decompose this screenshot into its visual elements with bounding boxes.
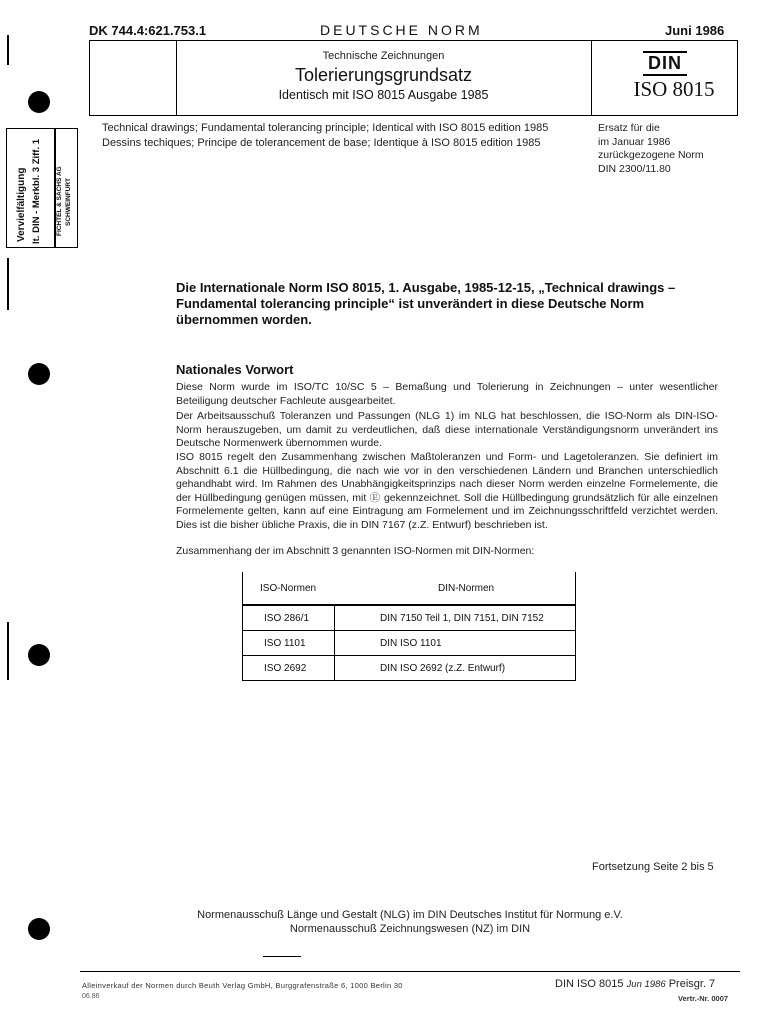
intro-statement: Die Internationale Norm ISO 8015, 1. Ausgabe, 1985-12-15, „Technical drawings – Fundamental tolerancing principle“ ist unverändert in diese Deutsche Norm übernommen worden. <box>176 280 676 327</box>
edge-mark-top <box>7 35 9 65</box>
standard-number: ISO 8015 <box>633 77 715 101</box>
din-logo-text: DIN <box>648 53 682 73</box>
vorwort-paragraph-4: Zusammenhang der im Abschnitt 3 genannten ISO-Normen mit DIN-Normen: <box>176 545 535 557</box>
footer-divider <box>80 971 740 972</box>
table-row <box>242 656 576 681</box>
footer-doc-date: Jun 1986 <box>626 979 666 990</box>
vorwort-heading: Nationales Vorwort <box>176 362 294 377</box>
document-title: Tolerierungsgrundsatz <box>294 65 473 85</box>
punch-hole <box>28 918 50 940</box>
table-cell: ISO 1101 <box>242 631 352 656</box>
committee-line-1: Normenausschuß Länge und Gestalt (NLG) im DIN Deutsches Institut für Normung e.V. <box>197 909 623 921</box>
table-header: ISO-Normen <box>242 572 352 605</box>
english-title: Technical drawings; Fundamental tolerancing principle; Identical with ISO 8015 edition 1985 <box>102 122 549 134</box>
table-cell: DIN ISO 2692 (z.Z. Entwurf) <box>352 656 576 681</box>
series-title: DEUTSCHE NORM <box>320 22 483 38</box>
replaces-line-3: zurückgezogene Norm <box>598 149 704 161</box>
stamp-line-3: FICHTEL & SACHS AG <box>56 166 63 236</box>
vorwort-paragraph-2: Der Arbeitsausschuß Toleranzen und Passungen (NLG 1) im NLG hat beschlossen, die ISO-Norm als DIN-ISO-Norm herauszugeben, um damit zu verdeutlichen, daß diese internationale Verständigungsnorm unverändert ins Deutsche Normenwerk übernommen wurde. <box>176 410 718 450</box>
distribution-note: Alleinverkauf der Normen durch Beuth Verlag GmbH, Burggrafenstraße 6, 1000 Berlin 30 <box>82 981 403 990</box>
stamp-line-2: lt. DIN - Merkbl. 3 Ziff. 1 <box>31 138 42 244</box>
footer-document-ref <box>555 978 715 990</box>
continuation-note: Fortsetzung Seite 2 bis 5 <box>592 861 714 873</box>
replaces-line-4: DIN 2300/11.80 <box>598 162 671 175</box>
replaces-note <box>598 122 704 176</box>
din-logo <box>643 51 687 76</box>
replaces-line-2: im Januar 1986 <box>598 135 671 148</box>
identical-note: Identisch mit ISO 8015 Ausgabe 1985 <box>278 88 489 102</box>
iso-din-table <box>242 572 576 681</box>
table-row <box>242 605 576 631</box>
table-header-row <box>242 572 576 605</box>
committee-line-2: Normenausschuß Zeichnungswesen (NZ) im DIN <box>289 923 531 935</box>
table-cell: ISO 2692 <box>242 656 352 681</box>
footer-rule <box>263 956 301 957</box>
footer-doc-number: DIN ISO 8015 <box>555 978 624 990</box>
replaces-line-1: Ersatz für die <box>598 122 660 134</box>
punch-hole <box>28 644 50 666</box>
distribution-number: Vertr.-Nr. 0007 <box>678 994 729 1003</box>
punch-hole <box>28 363 50 385</box>
table-cell: ISO 286/1 <box>242 605 352 631</box>
footer-price-group: Preisgr. 7 <box>668 978 716 990</box>
table-right-rule <box>575 572 576 680</box>
reproduction-stamp <box>6 128 78 248</box>
print-date: 06.86 <box>82 993 100 1000</box>
table-left-rule <box>242 572 243 680</box>
punch-hole <box>28 91 50 113</box>
stamp-line-4: SCHWEINFURT <box>65 177 72 226</box>
table-row <box>242 631 576 656</box>
vorwort-paragraph-1: Diese Norm wurde im ISO/TC 10/SC 5 – Bemaßung und Tolerierung in Zeichnungen – unter wesentlicher Beteiligung deutscher Fachleute ausgearbeitet. <box>176 381 718 407</box>
table-cell: DIN 7150 Teil 1, DIN 7151, DIN 7152 <box>352 605 576 631</box>
stamp-line-1: Vervielfältigung <box>16 167 27 242</box>
edge-mark-bottom <box>7 622 9 680</box>
title-block <box>89 40 738 116</box>
french-title: Dessins techiques; Principe de tolerancement de base; Identique à ISO 8015 edition 1985 <box>102 137 541 149</box>
table-cell: DIN ISO 1101 <box>352 631 576 656</box>
issue-date: Juni 1986 <box>665 23 725 38</box>
edge-mark-middle <box>7 258 9 310</box>
category-label: Technische Zeichnungen <box>322 50 445 62</box>
table-middle-rule <box>334 606 335 680</box>
dk-number: DK 744.4:621.753.1 <box>89 23 207 38</box>
table-header: DIN-Normen <box>352 572 576 605</box>
vorwort-paragraph-3: ISO 8015 regelt den Zusammenhang zwischen Maßtoleranzen und Form- und Lagetoleranzen. Sie definiert im Abschnitt 6.1 die Hüllbedingung, die nach wie vor in den verschiedenen Ländern und Branchen unterschiedlich gehandhabt wird. Im Rahmen des Unabhängigkeitsprinzips nach dieser Norm werden einzelne Formelemente, die der Hüllbedingung genügen müssen, mit Ⓔ gekennzeichnet. Soll die Hüllbedingung grundsätzlich für alle einzelnen Formelemente gelten, kann auf eine Eintragung am Formelement und im Zeichnungsschriftfeld verzichtet werden. Dies ist die bisher übliche Praxis, die in DIN 7167 (z.Z. Entwurf) beschrieben ist. <box>176 451 718 531</box>
